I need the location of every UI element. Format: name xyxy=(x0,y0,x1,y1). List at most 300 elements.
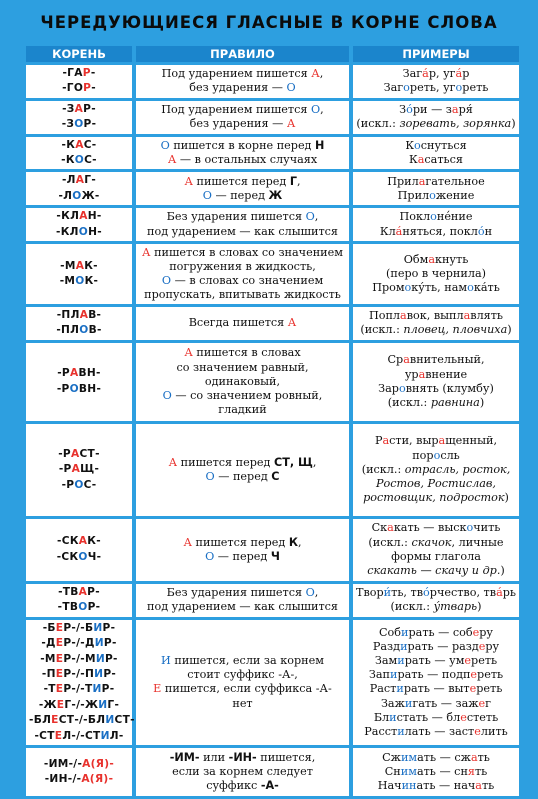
rule-line xyxy=(139,175,346,189)
root-text-segment: -Р xyxy=(57,367,70,380)
rule-line xyxy=(139,117,346,131)
rule-text-segment: — перед xyxy=(211,188,269,202)
rule-line xyxy=(139,225,346,239)
root-text-segment: Р- xyxy=(103,637,117,650)
example-line xyxy=(356,139,516,153)
example-text-segment: а xyxy=(418,174,426,188)
root-line xyxy=(29,323,129,338)
root-text-segment: Щ- xyxy=(80,463,100,476)
rule-text-segment: погружения в жидкость, xyxy=(169,259,316,273)
example-text-segment: реть xyxy=(471,653,498,667)
rule-text-segment: Ж xyxy=(268,188,283,202)
root-text-segment: Р- xyxy=(83,102,96,115)
rule-text-segment: нет xyxy=(232,696,253,710)
example-text-segment: ) xyxy=(479,396,485,410)
root-text-segment: О xyxy=(78,601,88,614)
example-text-segment: а́ xyxy=(422,67,429,81)
rule-text-segment: Под ударением пишется xyxy=(161,103,311,117)
root-text-segment: - xyxy=(90,67,96,79)
root-text-segment: О xyxy=(74,118,84,131)
example-text-segment: Кл xyxy=(379,224,396,238)
example-text-segment: е xyxy=(474,724,481,738)
root-text-segment: И xyxy=(94,667,104,680)
rule-line xyxy=(139,81,346,95)
root-line xyxy=(29,274,129,289)
rule-text-segment: пишется в корне перед xyxy=(169,138,316,152)
column-header-examples: ПРИМЕРЫ xyxy=(351,46,521,62)
rules-table xyxy=(24,43,521,799)
root-text-segment: Н- xyxy=(87,210,102,223)
example-text-segment: ру xyxy=(479,625,494,639)
root-text-segment: - xyxy=(109,757,115,770)
rule-text-segment: пишется перед xyxy=(192,174,290,188)
root-line xyxy=(29,652,129,667)
example-text-segment: внять (клумбу) xyxy=(405,381,494,395)
root-text-segment: А xyxy=(71,463,81,476)
root-text-segment: -ИН-/- xyxy=(44,772,82,785)
example-text-segment: щенный, xyxy=(445,434,498,448)
root-text-segment: И xyxy=(92,683,102,696)
example-text-segment: Разд xyxy=(372,639,401,653)
root-text-segment: -Л xyxy=(58,189,73,202)
example-text-segment: , личные xyxy=(451,535,504,549)
example-line xyxy=(356,564,516,578)
root-line xyxy=(29,447,129,462)
root-text-segment: -КЛ xyxy=(56,225,79,238)
rule-text-segment: О xyxy=(202,188,212,202)
example-line xyxy=(356,253,516,267)
example-text-segment: о xyxy=(403,81,410,95)
rule-line xyxy=(139,210,346,224)
examples-cell xyxy=(351,172,521,205)
rule-cell xyxy=(134,424,351,516)
example-line xyxy=(356,353,516,367)
rule-text-segment: Г xyxy=(289,174,297,188)
example-text-segment: и xyxy=(390,668,398,682)
example-text-segment: и xyxy=(400,639,408,653)
rule-cell xyxy=(134,65,351,98)
rule-line xyxy=(139,536,346,550)
root-text-segment: О xyxy=(74,154,85,167)
rule-cell xyxy=(134,307,351,340)
rule-cell xyxy=(134,172,351,205)
example-line xyxy=(356,491,516,505)
root-text-segment: - xyxy=(91,82,96,95)
table-row xyxy=(24,208,521,241)
root-text-segment: А xyxy=(74,102,84,115)
example-text-segment: ) xyxy=(504,491,509,505)
rule-text-segment: А xyxy=(167,153,177,167)
examples-cell xyxy=(351,137,521,170)
example-text-segment: Прил xyxy=(387,174,419,188)
example-text-segment: и xyxy=(396,682,404,696)
root-text-segment: -ТВ xyxy=(58,585,79,598)
example-text-segment: Сн xyxy=(384,764,401,778)
example-text-segment: р, уг xyxy=(428,67,456,81)
example-text-segment: скачок xyxy=(411,535,452,549)
table-row xyxy=(24,343,521,421)
root-text-segment: А xyxy=(79,309,89,322)
examples-cell xyxy=(351,519,521,581)
example-line xyxy=(356,521,516,535)
root-text-segment: -ТВ xyxy=(57,601,79,614)
root-line xyxy=(29,585,129,600)
example-text-segment: снуться xyxy=(420,138,467,152)
root-text-segment: -Д xyxy=(41,637,56,650)
example-text-segment: ать — сж xyxy=(417,750,471,764)
root-cell xyxy=(24,748,134,796)
example-line xyxy=(356,153,516,167)
table-header-row xyxy=(24,46,521,62)
root-line xyxy=(29,382,129,397)
example-text-segment: ть, тв xyxy=(391,586,424,600)
rule-text-segment: Без ударения пишется xyxy=(166,586,306,600)
rule-line xyxy=(139,316,346,330)
rule-text-segment: И xyxy=(161,653,171,667)
example-line xyxy=(356,225,516,239)
rule-text-segment: — в словах со значением xyxy=(171,274,324,288)
example-line xyxy=(356,765,516,779)
root-text-segment: О xyxy=(79,324,89,337)
examples-cell xyxy=(351,424,521,516)
root-line xyxy=(29,153,129,168)
example-text-segment: реть xyxy=(477,668,504,682)
rule-line xyxy=(139,456,346,470)
example-text-segment: е xyxy=(472,625,480,639)
example-text-segment: Заж xyxy=(380,696,405,710)
root-text-segment: Р- xyxy=(102,621,116,634)
example-text-segment: ) xyxy=(477,600,482,614)
root-text-segment: Е xyxy=(56,698,65,711)
root-line xyxy=(29,138,129,153)
rule-line xyxy=(139,654,346,668)
rule-text-segment: -ИН- xyxy=(228,750,257,764)
example-text-segment: ть xyxy=(474,764,488,778)
root-cell xyxy=(24,424,134,516)
root-cell xyxy=(24,584,134,617)
rule-line xyxy=(139,288,346,302)
example-line xyxy=(356,323,516,337)
rule-line xyxy=(139,346,346,360)
root-text-segment: А xyxy=(75,259,85,272)
example-text-segment: реть, уг xyxy=(409,81,456,95)
root-cell xyxy=(24,307,134,340)
root-text-segment: С- xyxy=(83,138,97,151)
example-line xyxy=(356,281,516,295)
examples-cell xyxy=(351,748,521,796)
root-text-segment: -Л xyxy=(61,174,76,187)
example-text-segment: (искл.: xyxy=(387,396,431,410)
example-text-segment: о́ xyxy=(423,586,430,600)
root-text-segment: Е xyxy=(54,729,63,742)
root-text-segment: Г-/-Ж xyxy=(64,698,99,711)
example-text-segment: Обм xyxy=(403,252,429,266)
example-text-segment: е xyxy=(478,639,486,653)
root-text-segment: И xyxy=(95,652,105,665)
rules-table-body xyxy=(24,65,521,796)
example-text-segment: реть xyxy=(462,81,489,95)
example-text-segment: К xyxy=(409,153,418,167)
example-text-segment: няться, покл xyxy=(402,224,478,238)
root-text-segment: Е xyxy=(55,652,64,665)
example-text-segment: нéние xyxy=(436,210,473,224)
rule-cell xyxy=(134,519,351,581)
example-text-segment: (перо в чернила) xyxy=(386,266,486,280)
root-text-segment: А(Я) xyxy=(81,772,109,785)
root-text-segment: - xyxy=(108,772,114,785)
example-text-segment: внение xyxy=(425,367,468,381)
root-text-segment: Р xyxy=(83,82,92,95)
rule-line xyxy=(139,67,346,81)
rule-text-segment: , xyxy=(314,586,319,600)
example-text-segment: внительный, xyxy=(409,353,485,367)
root-line xyxy=(29,550,129,565)
example-line xyxy=(356,550,516,564)
root-text-segment: -Р xyxy=(58,463,72,476)
rule-cell xyxy=(134,137,351,170)
rule-text-segment: — со значением ровный, xyxy=(171,388,323,402)
example-line xyxy=(356,600,516,614)
rule-text-segment: А xyxy=(286,117,296,131)
example-text-segment: Ср xyxy=(387,353,404,367)
rule-cell xyxy=(134,244,351,304)
rule-cell xyxy=(134,101,351,134)
example-text-segment: Зар xyxy=(378,381,399,395)
root-text-segment: Р-/-Д xyxy=(63,637,95,650)
table-row xyxy=(24,620,521,745)
rule-text-segment: пишется, если за корнем xyxy=(170,653,324,667)
rule-text-segment: — перед xyxy=(214,469,272,483)
example-text-segment: Раст xyxy=(369,682,397,696)
root-line xyxy=(29,621,129,636)
root-cell xyxy=(24,208,134,241)
example-line xyxy=(356,175,516,189)
rule-text-segment: без ударения — xyxy=(189,117,287,131)
example-text-segment: рать — подп xyxy=(397,668,471,682)
root-text-segment: -Р xyxy=(61,478,75,491)
root-text-segment: Р- xyxy=(104,652,118,665)
example-text-segment: ) xyxy=(507,323,512,337)
example-text-segment: е xyxy=(464,653,472,667)
root-line xyxy=(29,478,129,493)
example-text-segment: пловец, пловчиха xyxy=(403,323,508,337)
root-text-segment: К- xyxy=(84,259,98,272)
rule-text-segment: Под ударением пишется xyxy=(161,67,312,81)
example-line xyxy=(356,751,516,765)
rule-line xyxy=(139,765,346,779)
table-row xyxy=(24,584,521,617)
example-line xyxy=(356,103,516,117)
root-line xyxy=(29,81,129,96)
rule-text-segment: под ударением — как слышится xyxy=(147,224,338,238)
example-text-segment: и xyxy=(397,724,405,738)
page-title: ЧЕРЕДУЮЩИЕСЯ ГЛАСНЫЕ В КОРНЕ СЛОВА xyxy=(40,13,498,32)
rule-line xyxy=(139,139,346,153)
root-line xyxy=(29,667,129,682)
example-text-segment: а xyxy=(403,353,410,367)
root-text-segment: А xyxy=(70,367,79,380)
root-text-segment: А xyxy=(78,585,88,598)
example-text-segment: рать — ум xyxy=(404,653,465,667)
root-text-segment: -К xyxy=(61,154,75,167)
example-text-segment: ру xyxy=(485,639,500,653)
root-text-segment: Е xyxy=(55,637,64,650)
rule-line xyxy=(139,586,346,600)
example-line xyxy=(356,210,516,224)
examples-cell xyxy=(351,584,521,617)
example-line xyxy=(356,626,516,640)
root-text-segment: Е xyxy=(55,683,64,696)
rule-line xyxy=(139,189,346,203)
root-line xyxy=(29,600,129,615)
example-text-segment: им xyxy=(400,764,417,778)
root-text-segment: -Р xyxy=(56,382,70,395)
example-text-segment: а xyxy=(417,153,425,167)
example-text-segment: рь xyxy=(502,586,516,600)
example-line xyxy=(356,382,516,396)
root-text-segment: -ГА xyxy=(62,67,83,79)
rule-text-segment: Ч xyxy=(270,549,280,563)
rule-line xyxy=(139,361,346,375)
rule-cell xyxy=(134,620,351,745)
root-line xyxy=(29,462,129,477)
root-text-segment: -СТ xyxy=(34,729,55,742)
example-line xyxy=(356,586,516,600)
example-text-segment: о xyxy=(433,448,441,462)
rule-text-segment: А xyxy=(184,174,193,188)
example-text-segment: гательное xyxy=(425,174,485,188)
table-row xyxy=(24,748,521,796)
example-text-segment: сль xyxy=(440,448,460,462)
rule-text-segment: или xyxy=(199,750,229,764)
root-text-segment: Р-/-Б xyxy=(63,621,94,634)
example-text-segment: К xyxy=(405,138,414,152)
example-text-segment: сти, выр xyxy=(389,434,439,448)
rule-text-segment: пишется, если суффикса -А- xyxy=(161,682,332,696)
root-line xyxy=(29,173,129,188)
root-line xyxy=(29,308,129,323)
example-text-segment: а xyxy=(428,252,435,266)
example-text-segment: реть xyxy=(476,682,503,696)
root-text-segment: -М xyxy=(40,652,56,665)
root-text-segment: Р- xyxy=(87,601,101,614)
example-text-segment: Р xyxy=(374,434,383,448)
rule-text-segment: , xyxy=(319,67,324,81)
example-text-segment: рать — разд xyxy=(407,639,479,653)
root-text-segment: -ГО xyxy=(62,82,84,95)
column-header-root: КОРЕНЬ xyxy=(24,46,134,62)
example-text-segment: а́ xyxy=(496,586,503,600)
example-text-segment: е xyxy=(478,696,486,710)
root-line xyxy=(29,682,129,697)
root-text-segment: О xyxy=(78,550,88,563)
example-line xyxy=(356,67,516,81)
root-text-segment: Р- xyxy=(83,118,97,131)
example-text-segment: равнина xyxy=(430,396,480,410)
example-text-segment: и xyxy=(401,625,409,639)
root-text-segment: -М xyxy=(59,275,76,288)
example-text-segment: Соб xyxy=(378,625,402,639)
root-text-segment: -КЛ xyxy=(56,210,80,223)
example-text-segment: ать — нач xyxy=(416,779,476,793)
example-text-segment: гать — заж xyxy=(412,696,479,710)
root-text-segment: -К xyxy=(61,138,76,151)
example-text-segment: Заг xyxy=(383,81,404,95)
rule-text-segment: гладкий xyxy=(218,403,267,417)
root-text-segment: Ч- xyxy=(87,550,102,563)
rule-text-segment: , xyxy=(314,210,319,224)
example-line xyxy=(356,536,516,550)
root-line xyxy=(29,102,129,117)
example-text-segment: а́ xyxy=(455,67,463,81)
example-text-segment: ать — сн xyxy=(416,764,468,778)
rule-text-segment: пишется в словах xyxy=(192,346,301,360)
root-text-segment: -З xyxy=(61,118,75,131)
example-line xyxy=(356,682,516,696)
rule-line xyxy=(139,550,346,564)
rule-text-segment: О xyxy=(205,469,215,483)
example-text-segment: е xyxy=(469,682,477,696)
rule-cell xyxy=(134,748,351,796)
rule-text-segment: -ИМ- xyxy=(169,750,200,764)
root-text-segment: -Ж xyxy=(38,698,57,711)
root-text-segment: А xyxy=(79,210,88,223)
rule-cell xyxy=(134,343,351,421)
example-text-segment: лать — заст xyxy=(404,724,475,738)
root-text-segment: Р- xyxy=(101,683,115,696)
root-line xyxy=(29,698,129,713)
rule-text-segment: А xyxy=(287,316,297,330)
rule-text-segment: Н xyxy=(315,138,325,152)
rule-text-segment: Без ударения пишется xyxy=(166,210,306,224)
example-text-segment: Нач xyxy=(377,779,402,793)
example-text-segment: Попл xyxy=(368,309,401,323)
example-text-segment: о́ xyxy=(477,224,485,238)
rule-text-segment: А xyxy=(183,535,192,549)
example-text-segment: а́ xyxy=(395,224,403,238)
example-text-segment: формы глагола xyxy=(391,549,481,563)
rule-cell xyxy=(134,208,351,241)
rule-line xyxy=(139,260,346,274)
root-text-segment: Г- xyxy=(107,698,120,711)
example-text-segment: Зап xyxy=(368,668,390,682)
example-text-segment: ря́ xyxy=(458,103,473,117)
root-text-segment: О xyxy=(78,225,89,238)
root-line xyxy=(29,772,129,787)
rule-text-segment: — перед xyxy=(214,549,271,563)
root-line xyxy=(29,225,129,240)
examples-cell xyxy=(351,65,521,98)
root-text-segment: Е xyxy=(51,714,59,727)
table-row xyxy=(24,101,521,134)
example-text-segment: о xyxy=(404,281,412,295)
root-line xyxy=(29,209,129,224)
root-text-segment: А xyxy=(70,447,80,460)
root-line xyxy=(29,713,135,728)
example-text-segment: ть xyxy=(481,779,495,793)
example-text-segment: а xyxy=(418,367,426,381)
root-text-segment: СТ-/-БЛ xyxy=(58,714,106,727)
example-text-segment: (искл.: xyxy=(368,535,412,549)
root-text-segment: -СК xyxy=(57,535,79,548)
example-text-segment: Покл xyxy=(399,210,431,224)
root-cell xyxy=(24,244,134,304)
examples-cell xyxy=(351,343,521,421)
example-text-segment: и xyxy=(397,653,405,667)
root-text-segment: А xyxy=(78,535,88,548)
root-text-segment: -П xyxy=(41,667,56,680)
root-text-segment: К- xyxy=(84,275,99,288)
